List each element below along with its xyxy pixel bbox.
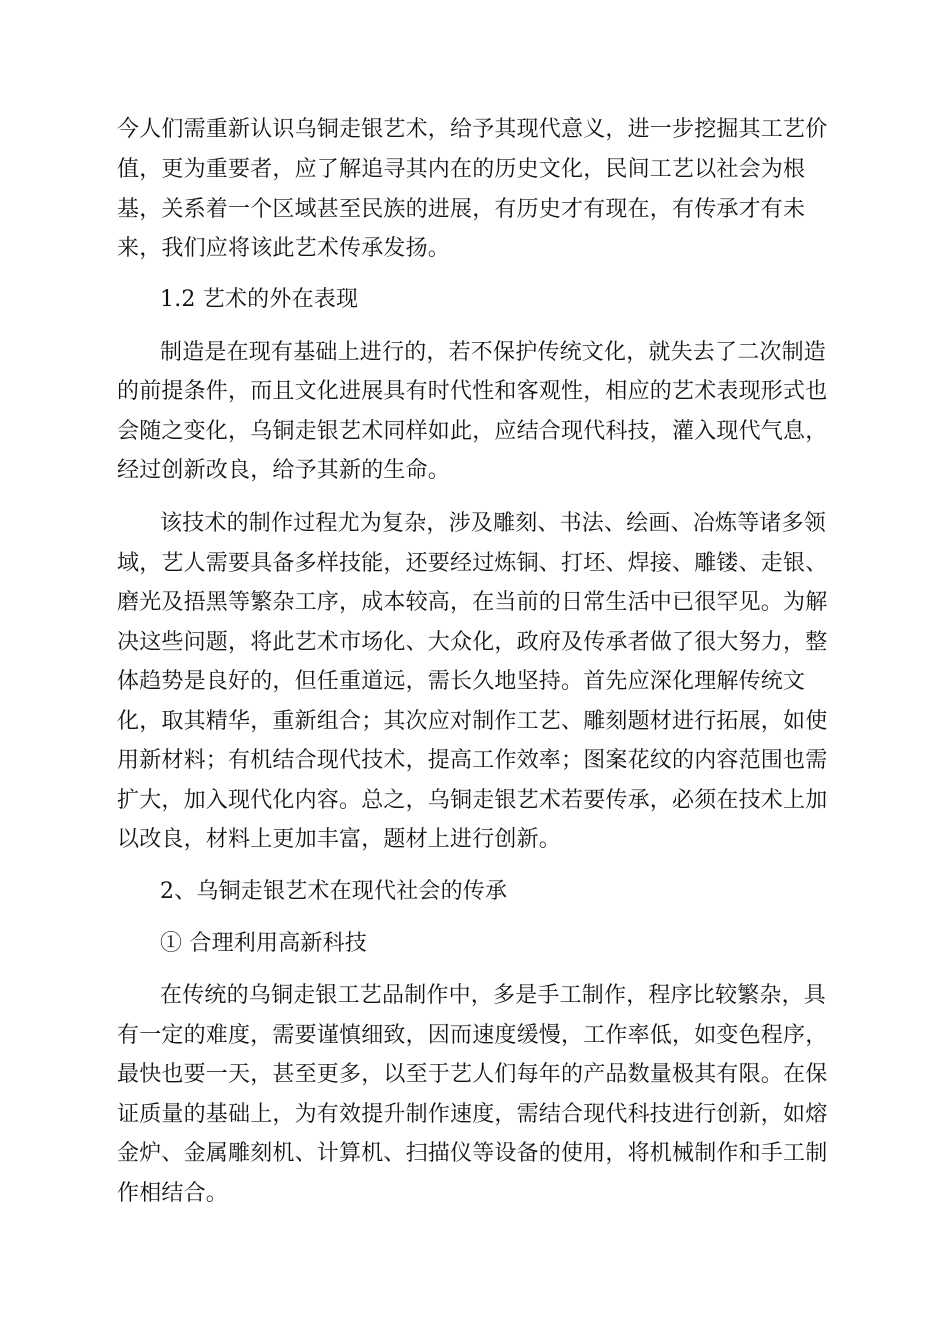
text-line: 用新材料；有机结合现代技术，提高工作效率；图案花纹的内容范围也需 — [117, 748, 828, 773]
text-line: 域，艺人需要具备多样技能，还要经过炼铜、打坯、焊接、雕镂、走银、 — [117, 551, 828, 576]
text-line: 磨光及捂黑等繁杂工序，成本较高，在当前的日常生活中已很罕见。为解 — [117, 590, 828, 615]
text-line: 会随之变化，乌铜走银艺术同样如此，应结合现代科技，灌入现代气息， — [117, 419, 828, 444]
heading-text: ① 合理利用高新科技 — [160, 931, 367, 956]
text-line: 金炉、金属雕刻机、计算机、扫描仪等设备的使用，将机械制作和手工制 — [117, 1141, 828, 1166]
text-line: 经过创新改良，给予其新的生命。 — [117, 458, 451, 483]
heading-text: 2、乌铜走银艺术在现代社会的传承 — [160, 879, 508, 904]
text-line: 以改良，材料上更加丰富，题材上进行创新。 — [117, 827, 562, 852]
text-line: 扩大，加入现代化内容。总之，乌铜走银艺术若要传承，必须在技术上加 — [117, 788, 828, 813]
text-line: 基，关系着一个区域甚至民族的进展，有历史才有现在，有传承才有未 — [117, 197, 806, 222]
text-line: 证质量的基础上，为有效提升制作速度，需结合现代科技进行创新，如熔 — [117, 1102, 828, 1127]
text-line: 在传统的乌铜走银工艺品制作中，多是手工制作，程序比较繁杂，具 — [160, 983, 827, 1008]
heading-text: 1.2 艺术的外在表现 — [160, 287, 359, 312]
text-line: 值，更为重要者，应了解追寻其内在的历史文化，民间工艺以社会为根 — [117, 157, 806, 182]
text-line: 体趋势是良好的，但任重道远，需长久地坚持。首先应深化理解传统文 — [117, 669, 806, 694]
text-line: 来，我们应将该此艺术传承发扬。 — [117, 236, 451, 261]
text-line: 的前提条件，而且文化进展具有时代性和客观性，相应的艺术表现形式也 — [117, 379, 828, 404]
text-line: 今人们需重新认识乌铜走银艺术，给予其现代意义，进一步挖掘其工艺价 — [117, 117, 828, 142]
text-line: 有一定的难度，需要谨慎细致，因而速度缓慢，工作率低，如变色程序， — [117, 1023, 828, 1048]
text-line: 制造是在现有基础上进行的，若不保护传统文化，就失去了二次制造 — [160, 340, 827, 365]
text-line: 该技术的制作过程尤为复杂，涉及雕刻、书法、绘画、冶炼等诸多领 — [160, 511, 827, 536]
text-line: 最快也要一天，甚至更多，以至于艺人们每年的产品数量极其有限。在保 — [117, 1062, 828, 1087]
text-line: 化，取其精华，重新组合；其次应对制作工艺、雕刻题材进行拓展，如使 — [117, 709, 828, 734]
text-line: 作相结合。 — [117, 1181, 229, 1206]
text-line: 决这些问题，将此艺术市场化、大众化，政府及传承者做了很大努力，整 — [117, 630, 828, 655]
